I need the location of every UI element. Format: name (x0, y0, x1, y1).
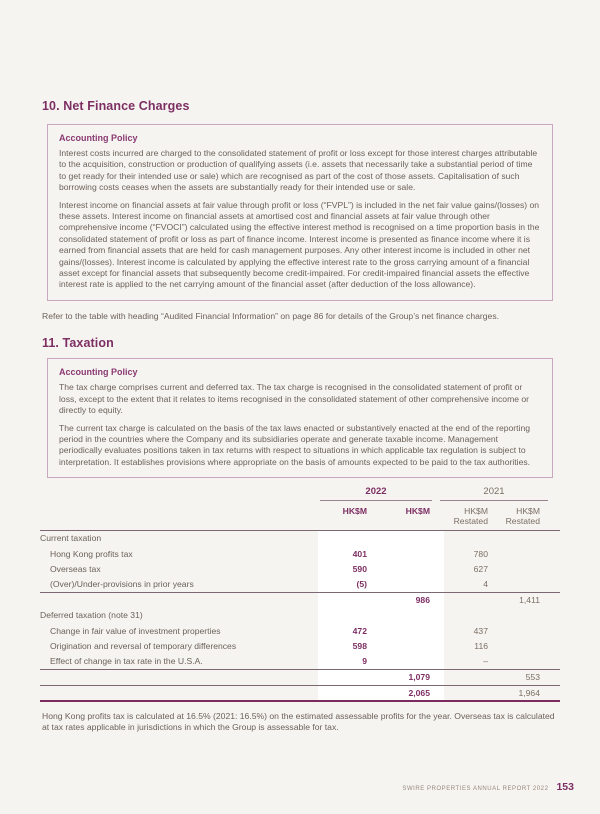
cell-2021-b: 553 (525, 672, 540, 683)
cell-2022-a: 401 (352, 548, 367, 559)
section-11-heading: 11. Taxation (42, 336, 114, 351)
table-row-usa-tax-rate-change (40, 654, 560, 669)
cell-2021-a: – (483, 656, 488, 667)
page-footer (402, 781, 574, 793)
row-label: Overseas tax (50, 564, 101, 575)
table-row-total (40, 685, 560, 700)
year-header-2021: 2021 (440, 486, 548, 501)
row-label: Hong Kong profits tax (50, 548, 133, 559)
table-row-hk-profits-tax (40, 546, 560, 561)
year-header-2022: 2022 (320, 486, 432, 501)
column-header-line: HK$M (516, 505, 540, 516)
policy-paragraph: Interest income on financial assets at fair value through profit or loss (“FVPL”) is included in the net fair value gains/(losses) on these assets. Interest income on financial assets at amortised cost and financial assets at fair value through other comprehensive income (“FVOCI”) calculated using the effective interest method is recognised on a time proportion basis in the consolidated statement of profit or loss as part of finance income. Interest income is presented as finance income where it is earned from financial assets that are held for cash management purposes. Any other interest income is included in other net gains/(losses). Interest income is calculated by applying the effective interest rate to the gross carrying amount of a financial asset except for financial assets that subsequently become credit-impaired. For credit-impaired financial assets the effective interest rate is applied to the net carrying amount of the financial asset (after deduction of the loss allowance). (59, 199, 540, 290)
column-header-hksm-2022-b: HK$M (405, 505, 430, 516)
refer-note: Refer to the table with heading “Audited Financial Information” on page 86 for details of the Group’s net finance charges. (42, 310, 500, 321)
column-header-line: HK$M (464, 505, 488, 516)
row-label: Deferred taxation (note 31) (40, 610, 143, 621)
cell-2022-b: 986 (415, 595, 430, 606)
cell-2021-a: 4 (483, 579, 488, 590)
cell-2022-a: 590 (352, 564, 367, 575)
cell-2021-b: 1,964 (518, 687, 540, 698)
cell-2022-a: 598 (352, 641, 367, 652)
cell-2021-a: 780 (473, 548, 488, 559)
taxation-table (40, 486, 560, 702)
cell-2022-a: 9 (362, 656, 367, 667)
page-number: 153 (556, 781, 574, 793)
column-header-hksm-2021-restated-b (488, 506, 548, 527)
section-10-heading: 10. Net Finance Charges (42, 99, 190, 113)
table-row-overseas-tax (40, 561, 560, 576)
column-header-line: Restated (453, 516, 488, 527)
table-row-over-under-provisions (40, 577, 560, 592)
cell-2021-a: 437 (473, 625, 488, 636)
policy-paragraph: Interest costs incurred are charged to the consolidated statement of profit or loss except for those interest charges attributable to the acquisition, construction or production of qualifying assets (i.e. assets that necessarily take a substantial period of time to get ready for their intended use or sale) which are recognised as part of the cost of those assets. Capitalisation of such borrowing costs ceases when the assets are substantially ready for their intended use or sale. (59, 148, 538, 193)
table-year-header-row (40, 486, 560, 501)
column-header-spacer (40, 506, 312, 527)
cell-2021-a: 627 (473, 564, 488, 575)
column-header-hksm-2022-a: HK$M (342, 505, 367, 516)
table-row-deferred-taxation (40, 608, 560, 623)
cell-2021-b: 1,411 (519, 595, 540, 606)
table-row-current-taxation (40, 531, 560, 546)
column-header-hksm-2021-restated-a (430, 506, 488, 527)
cell-2022-a: 472 (352, 625, 367, 636)
accounting-policy-box-net-finance (47, 124, 553, 301)
cell-2022-b: 1,079 (408, 672, 430, 683)
tax-rate-footnote: Hong Kong profits tax is calculated at 16.5% (2021: 16.5%) on the estimated assessable profits for the year. Overseas tax is calculated at tax rates applicable in jurisdictions in which the Group is assessable for tax. (42, 710, 555, 733)
policy-paragraph: The current tax charge is calculated on the basis of the tax laws enacted or substantively enacted at the end of the reporting period in the countries where the Company and its subsidiaries operate and generate taxable income. Management periodically evaluates positions taken in tax returns with respect to situations in which applicable tax regulation is subject to interpretation. It establishes provisions where appropriate on the basis of amounts expected to be paid to the tax authorities. (59, 422, 531, 467)
table-row-fair-value-change (40, 623, 560, 638)
table-body (40, 531, 560, 702)
row-label: Origination and reversal of temporary differences (50, 641, 237, 652)
cell-2021-a: 116 (474, 641, 488, 652)
policy-box-title: Accounting Policy (59, 367, 138, 378)
policy-paragraph: The tax charge comprises current and deferred tax. The tax charge is recognised in the consolidated statement of profit or loss, except to the extent that it relates to items recognised in the consolidated statement of other comprehensive income or directly to equity. (59, 382, 530, 416)
column-header-line: Restated (505, 516, 540, 527)
policy-box-title: Accounting Policy (59, 133, 138, 143)
row-label: Current taxation (40, 533, 102, 544)
row-label: (Over)/Under-provisions in prior years (50, 579, 194, 590)
accounting-policy-box-taxation (47, 358, 553, 478)
table-column-header-row (40, 501, 560, 531)
cell-2022-b: 2,065 (408, 687, 430, 698)
row-label: Change in fair value of investment properties (50, 625, 221, 636)
cell-2022-a: (5) (356, 579, 367, 590)
report-title-footer: SWIRE PROPERTIES ANNUAL REPORT 2022 (402, 786, 549, 792)
table-row-temporary-differences (40, 638, 560, 653)
table-row-current-subtotal (40, 592, 560, 607)
table-row-deferred-subtotal (40, 669, 560, 684)
row-label: Effect of change in tax rate in the U.S.A. (50, 656, 203, 667)
